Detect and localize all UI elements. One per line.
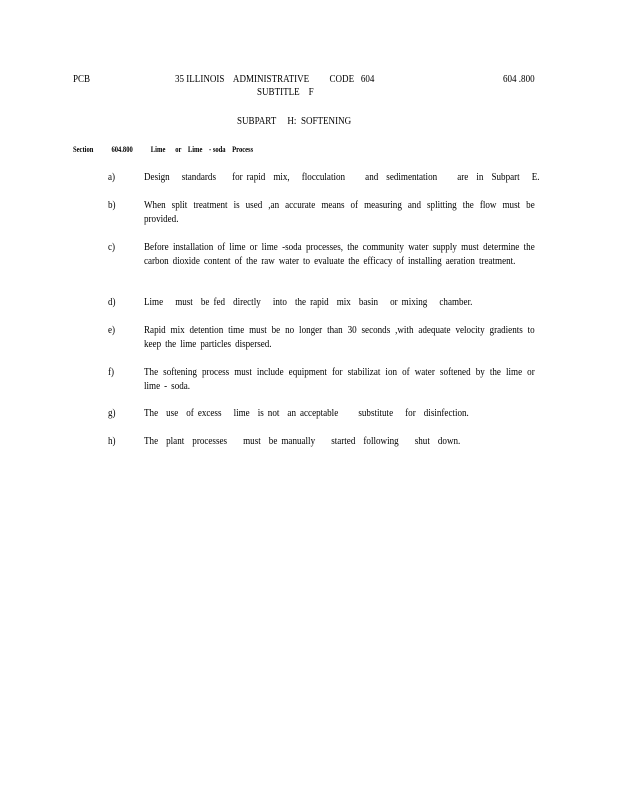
item-text: Design standards for rapid mix, flocculation and sedimentation are in Subpart E.: [144, 172, 540, 183]
item-letter: b): [108, 200, 116, 211]
section-label: Section: [73, 145, 94, 154]
header-left: PCB: [73, 74, 91, 85]
item-text: The softening process must include equipment for stabilizat ion of water softened by the lime or lime - soda.: [144, 367, 535, 392]
subpart-title: SUBPART H: SOFTENING: [237, 116, 352, 127]
item-letter: e): [108, 325, 116, 336]
section-heading: [73, 145, 253, 154]
section-title: Lime or Lime - soda Process: [150, 145, 254, 154]
item-text: Rapid mix detention time must be no longer than 30 seconds ,with adequate velocity gradients to keep the lime particles dispersed.: [144, 325, 535, 350]
item-letter: h): [108, 436, 116, 447]
item-letter: g): [108, 408, 116, 419]
header-center-line2: SUBTITLE F: [257, 87, 314, 98]
item-letter: a): [108, 172, 116, 183]
item-letter: d): [108, 297, 116, 308]
item-text: When split treatment is used ,an accurate means of measuring and splitting the flow must be provided.: [144, 200, 535, 225]
item-text: Before installation of lime or lime -soda processes, the community water supply must determine the carbon dioxide content of the raw water to evaluate the efficacy of installing aeration treatment.: [144, 242, 535, 267]
item-text: The use of excess lime is not an acceptable substitute for disinfection.: [144, 408, 469, 419]
item-letter: f): [108, 367, 115, 378]
item-text: The plant processes must be manually started following shut down.: [144, 436, 461, 447]
header-right: 604 .800: [503, 74, 535, 85]
section-number: 604.800: [111, 145, 133, 154]
item-letter: c): [108, 242, 116, 253]
item-text: Lime must be fed directly into the rapid mix basin or mixing chamber.: [144, 297, 473, 308]
header-center-line1: 35 ILLINOIS ADMINISTRATIVE CODE 604: [175, 74, 375, 85]
